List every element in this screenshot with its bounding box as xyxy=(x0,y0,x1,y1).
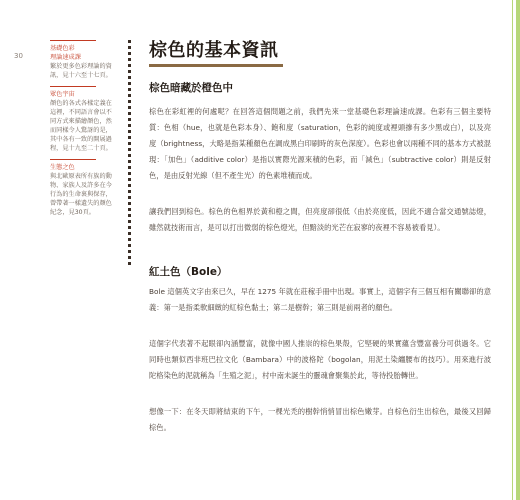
sidebar-note-title: 基礎色彩 理論速成課 xyxy=(50,45,81,61)
section-heading: 棕色暗藏於橙色中 xyxy=(149,82,233,94)
sidebar-note-title: 眾色宇宙 xyxy=(50,91,75,98)
sidebar-note-body: 顏色的各式各樣定義在這裡，不同語言會以不同方式來描繪顏色，然而同樣令人驚訝的是，其中各有一致的開展過程，見十九至二十頁。 xyxy=(50,100,112,152)
page-edge-stripe xyxy=(516,0,520,500)
sidebar-rule xyxy=(50,159,96,160)
sidebar-note-title: 生態之色 xyxy=(50,164,75,171)
body-paragraph: 這個字代表著不起眼卻內涵豐富，就像中國人推崇的棕色果殼，它堅硬的果實蘊含豐富養分可供過冬。它同時也類似西非班巴拉文化（Bambara）中的波格陀（bogolan，用泥土染纏腰布的技巧）。用來進行波陀格染色的泥就稱為「生殖之泥」，村中南未誕生的靈魂會聚集於此，等待投胎轉世。 xyxy=(149,339,491,380)
sidebar-rule xyxy=(50,40,96,41)
sidebar-note-body: 繁於更多色彩理論的資訊，見十六至十七頁。 xyxy=(50,63,112,79)
sidebar-note-body: 與北歐原表所有族的動物、家族人及許多在今行為的生命裏與保存，曾帶著一樣遺失的顏色紀念，見30頁。 xyxy=(50,173,112,216)
page-edge-line xyxy=(512,0,513,500)
body-paragraph: 想像一下：在冬天即將結束的下午，一棵光禿的樹幹悄悄冒出棕色嫩芽。自棕色衍生出棕色，最後又回歸棕色。 xyxy=(149,407,491,432)
section-heading: 紅土色（Bole） xyxy=(149,266,228,278)
sidebar-notes xyxy=(50,40,112,223)
page-title: 棕色的基本資訊 xyxy=(149,40,279,61)
body-paragraph: 讓我們回到棕色。棕色的色相界於黃和橙之間，但亮度卻很低（由於亮度低，因此不適合當交通號誌燈，雖然就技術而言，是可以打出微弱的棕色燈光，但黯淡的光芒在寂寥的夜裡不容易被看見）。 xyxy=(149,207,491,232)
dotted-separator xyxy=(128,40,131,265)
sidebar-rule xyxy=(50,86,96,87)
page-number: 30 xyxy=(14,52,23,60)
body-paragraph: 棕色在彩虹裡的何處呢？在回答這個問題之前，我們先來一堂基礎色彩理論速成課。色彩有三個主要特質：色相（hue，也就是色彩本身）、飽和度（saturation，色彩的純度或裡頭摻有多少黑或白），以及亮度（brightness，大略是指某種顏色在調成黑白印刷時的灰色深度）。色彩也會以兩種不同的基本方式被混現：「加色」（additive color）是指以實際光源來積的色彩，而「減色」（subtractive color）則是反射色，是由反射光線（但不產生光）的色素堆積而成。 xyxy=(149,107,491,180)
body-paragraph: Bole 這個英文字由來已久，早在 1275 年就在莊稼手冊中出現。事實上，這個字有三個互相有關聯卻的意義：第一是指柔軟細緻的紅棕色黏土；第二是樹幹；第三則是前兩者的顏色。 xyxy=(149,287,491,312)
title-underline xyxy=(149,64,283,67)
